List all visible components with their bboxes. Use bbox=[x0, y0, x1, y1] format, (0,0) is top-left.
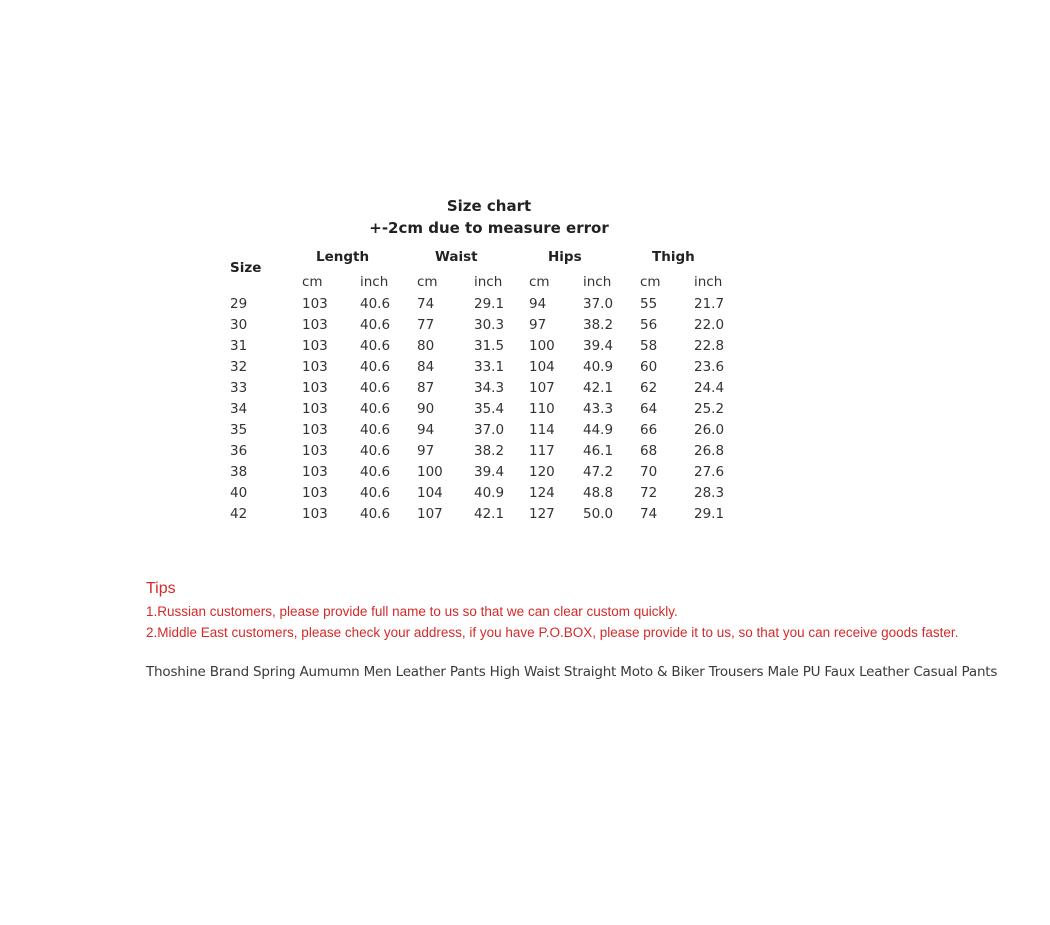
measurement-value: 104 bbox=[417, 485, 443, 501]
measurement-value: 103 bbox=[302, 485, 328, 501]
measurement-value: 64 bbox=[640, 401, 658, 417]
size-value: 29 bbox=[230, 296, 248, 312]
unit-header: inch bbox=[474, 274, 503, 290]
measurement-value: 58 bbox=[640, 338, 658, 354]
measurement-value: 46.1 bbox=[583, 443, 614, 459]
measurement-value: 56 bbox=[640, 317, 658, 333]
measurement-value: 103 bbox=[302, 422, 328, 438]
measurement-value: 31.5 bbox=[474, 338, 505, 354]
measurement-value: 35.4 bbox=[474, 401, 505, 417]
measurement-value: 22.0 bbox=[694, 317, 725, 333]
table-row bbox=[0, 317, 1050, 338]
unit-header: inch bbox=[360, 274, 389, 290]
measurement-value: 100 bbox=[417, 464, 443, 480]
size-value: 30 bbox=[230, 317, 248, 333]
measurement-value: 94 bbox=[417, 422, 435, 438]
measurement-value: 42.1 bbox=[583, 380, 614, 396]
measurement-value: 103 bbox=[302, 506, 328, 522]
measurement-value: 62 bbox=[640, 380, 658, 396]
measurement-value: 39.4 bbox=[474, 464, 505, 480]
measurement-value: 40.6 bbox=[360, 296, 391, 312]
size-value: 32 bbox=[230, 359, 248, 375]
measurement-value: 39.4 bbox=[583, 338, 614, 354]
measurement-value: 33.1 bbox=[474, 359, 505, 375]
unit-header: cm bbox=[640, 274, 661, 290]
measurement-value: 104 bbox=[529, 359, 555, 375]
measurement-value: 60 bbox=[640, 359, 658, 375]
measurement-value: 68 bbox=[640, 443, 658, 459]
tip-line: 1.Russian customers, please provide full name to us so that we can clear custom quickly. bbox=[146, 604, 678, 619]
measurement-value: 103 bbox=[302, 338, 328, 354]
size-value: 33 bbox=[230, 380, 248, 396]
measurement-value: 28.3 bbox=[694, 485, 725, 501]
measurement-value: 40.6 bbox=[360, 338, 391, 354]
measurement-value: 40.6 bbox=[360, 485, 391, 501]
measurement-value: 107 bbox=[417, 506, 443, 522]
measurement-value: 84 bbox=[417, 359, 435, 375]
table-row bbox=[0, 422, 1050, 443]
size-value: 36 bbox=[230, 443, 248, 459]
measurement-value: 87 bbox=[417, 380, 435, 396]
measurement-value: 103 bbox=[302, 296, 328, 312]
table-row bbox=[0, 380, 1050, 401]
measurement-value: 74 bbox=[640, 506, 658, 522]
measurement-value: 90 bbox=[417, 401, 435, 417]
chart-subtitle: +-2cm due to measure error bbox=[369, 219, 609, 237]
hips-column-header: Hips bbox=[548, 249, 582, 265]
size-value: 38 bbox=[230, 464, 248, 480]
measurement-value: 72 bbox=[640, 485, 658, 501]
measurement-value: 40.6 bbox=[360, 380, 391, 396]
measurement-value: 40.6 bbox=[360, 464, 391, 480]
measurement-value: 100 bbox=[529, 338, 555, 354]
measurement-value: 25.2 bbox=[694, 401, 725, 417]
measurement-value: 48.8 bbox=[583, 485, 614, 501]
length-column-header: Length bbox=[316, 249, 370, 265]
measurement-value: 103 bbox=[302, 380, 328, 396]
measurement-value: 120 bbox=[529, 464, 555, 480]
unit-header: cm bbox=[417, 274, 438, 290]
measurement-value: 37.0 bbox=[583, 296, 614, 312]
measurement-value: 40.6 bbox=[360, 422, 391, 438]
tip-line: 2.Middle East customers, please check your address, if you have P.O.BOX, please provide it to us, so that you can receive goods faster. bbox=[146, 625, 959, 640]
waist-column-header: Waist bbox=[435, 249, 478, 265]
unit-header: inch bbox=[694, 274, 723, 290]
size-value: 35 bbox=[230, 422, 248, 438]
table-row bbox=[0, 296, 1050, 317]
unit-header: inch bbox=[583, 274, 612, 290]
table-row bbox=[0, 506, 1050, 527]
measurement-value: 30.3 bbox=[474, 317, 505, 333]
measurement-value: 124 bbox=[529, 485, 555, 501]
size-value: 31 bbox=[230, 338, 248, 354]
measurement-value: 24.4 bbox=[694, 380, 725, 396]
measurement-value: 114 bbox=[529, 422, 555, 438]
measurement-value: 94 bbox=[529, 296, 547, 312]
measurement-value: 21.7 bbox=[694, 296, 725, 312]
measurement-value: 40.6 bbox=[360, 506, 391, 522]
product-title: Thoshine Brand Spring Aumumn Men Leather Pants High Waist Straight Moto & Biker Trousers Male PU Faux Leather Casual Pants bbox=[146, 664, 998, 680]
unit-header: cm bbox=[302, 274, 323, 290]
measurement-value: 34.3 bbox=[474, 380, 505, 396]
thigh-column-header: Thigh bbox=[652, 249, 695, 265]
size-value: 40 bbox=[230, 485, 248, 501]
tips-title: Tips bbox=[146, 580, 176, 597]
measurement-value: 29.1 bbox=[694, 506, 725, 522]
measurement-value: 117 bbox=[529, 443, 555, 459]
measurement-value: 40.6 bbox=[360, 359, 391, 375]
measurement-value: 50.0 bbox=[583, 506, 614, 522]
measurement-value: 80 bbox=[417, 338, 435, 354]
table-row bbox=[0, 464, 1050, 485]
size-value: 34 bbox=[230, 401, 248, 417]
measurement-value: 40.6 bbox=[360, 401, 391, 417]
measurement-value: 103 bbox=[302, 464, 328, 480]
measurement-value: 97 bbox=[529, 317, 547, 333]
measurement-value: 127 bbox=[529, 506, 555, 522]
measurement-value: 40.9 bbox=[583, 359, 614, 375]
table-row bbox=[0, 401, 1050, 422]
unit-header: cm bbox=[529, 274, 550, 290]
measurement-value: 103 bbox=[302, 317, 328, 333]
measurement-value: 26.8 bbox=[694, 443, 725, 459]
measurement-value: 26.0 bbox=[694, 422, 725, 438]
measurement-value: 38.2 bbox=[583, 317, 614, 333]
measurement-value: 77 bbox=[417, 317, 435, 333]
measurement-value: 55 bbox=[640, 296, 658, 312]
measurement-value: 27.6 bbox=[694, 464, 725, 480]
measurement-value: 23.6 bbox=[694, 359, 725, 375]
measurement-value: 29.1 bbox=[474, 296, 505, 312]
measurement-value: 74 bbox=[417, 296, 435, 312]
table-row bbox=[0, 443, 1050, 464]
size-column-header: Size bbox=[230, 260, 262, 276]
measurement-value: 103 bbox=[302, 401, 328, 417]
measurement-value: 110 bbox=[529, 401, 555, 417]
measurement-value: 40.6 bbox=[360, 443, 391, 459]
measurement-value: 38.2 bbox=[474, 443, 505, 459]
measurement-value: 40.9 bbox=[474, 485, 505, 501]
chart-title: Size chart bbox=[446, 197, 532, 215]
measurement-value: 70 bbox=[640, 464, 658, 480]
table-row bbox=[0, 359, 1050, 380]
measurement-value: 22.8 bbox=[694, 338, 725, 354]
size-value: 42 bbox=[230, 506, 248, 522]
table-row bbox=[0, 338, 1050, 359]
measurement-value: 40.6 bbox=[360, 317, 391, 333]
measurement-value: 42.1 bbox=[474, 506, 505, 522]
measurement-value: 107 bbox=[529, 380, 555, 396]
measurement-value: 37.0 bbox=[474, 422, 505, 438]
measurement-value: 97 bbox=[417, 443, 435, 459]
measurement-value: 44.9 bbox=[583, 422, 614, 438]
measurement-value: 103 bbox=[302, 359, 328, 375]
measurement-value: 47.2 bbox=[583, 464, 614, 480]
measurement-value: 43.3 bbox=[583, 401, 614, 417]
measurement-value: 66 bbox=[640, 422, 658, 438]
table-row bbox=[0, 485, 1050, 506]
measurement-value: 103 bbox=[302, 443, 328, 459]
